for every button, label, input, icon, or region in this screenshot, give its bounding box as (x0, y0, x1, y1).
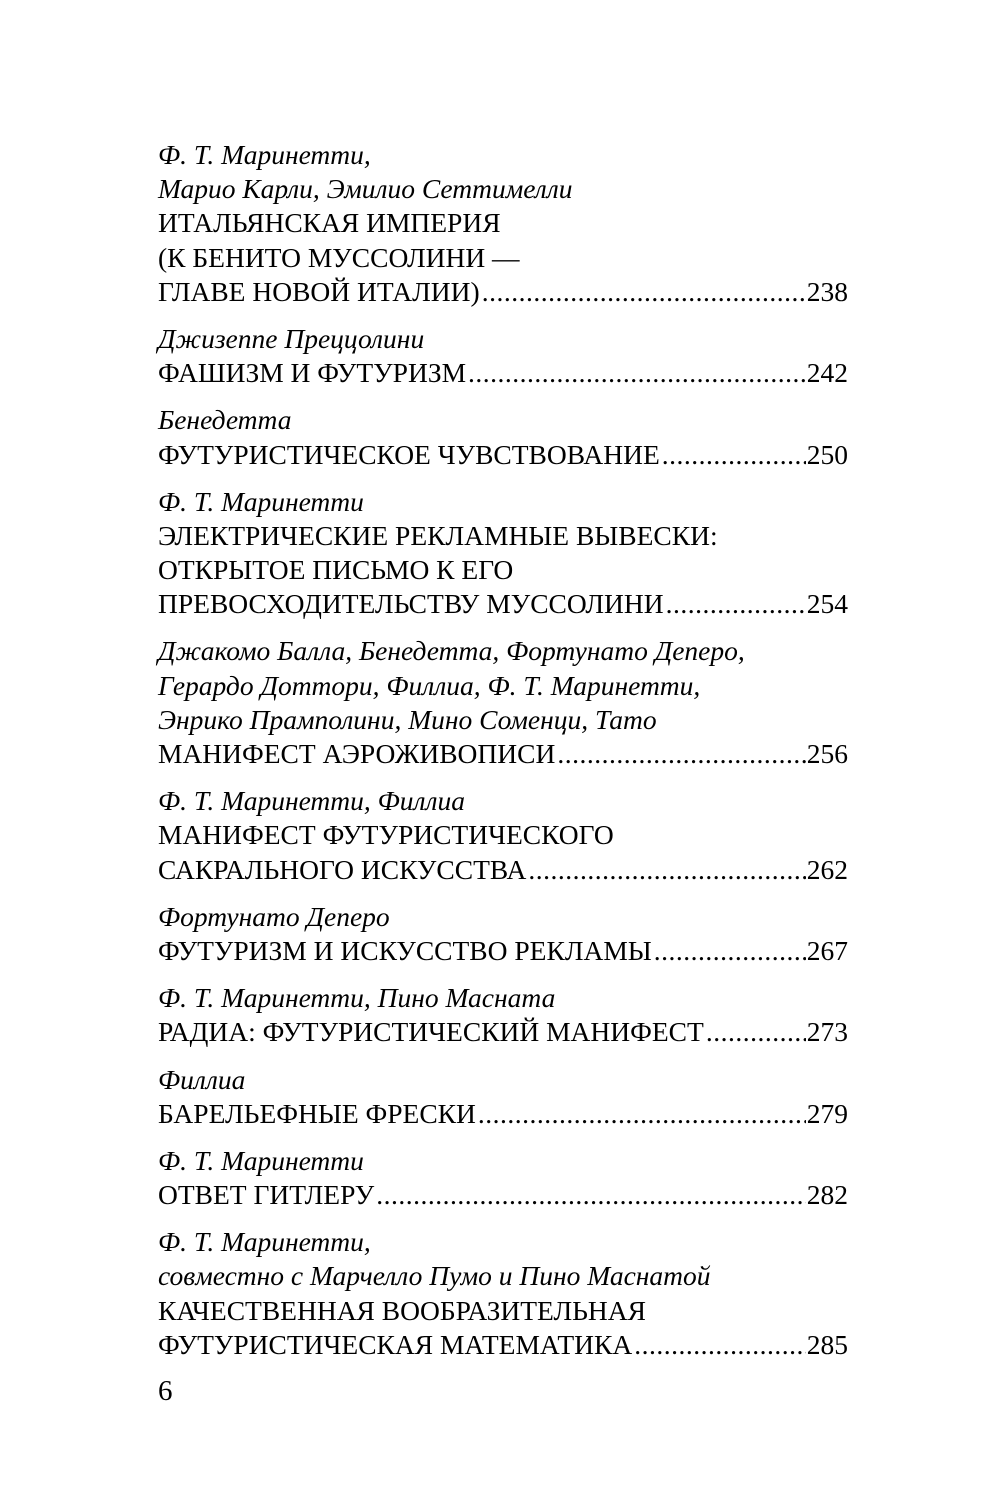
toc-entry-title: ИТАЛЬЯНСКАЯ ИМПЕРИЯ (158, 207, 501, 239)
toc-entry (158, 1063, 848, 1131)
toc-entry (158, 900, 848, 968)
toc-entry-title: МАНИФЕСТ АЭРОЖИВОПИСИ (158, 738, 556, 769)
toc-entry-title: ОТВЕТ ГИТЛЕРУ (158, 1179, 375, 1211)
toc-entry-title: ОТКРЫТОЕ ПИСЬМО К ЕГО (158, 554, 514, 586)
toc-entry (158, 485, 848, 622)
toc-entry-title: ПРЕВОСХОДИТЕЛЬСТВУ МУССОЛИНИ (158, 588, 664, 620)
toc-entry-page: 262 (806, 853, 848, 885)
toc-entry-title: САКРАЛЬНОГО ИСКУССТВА (158, 853, 527, 885)
toc-entry-title-row (158, 1178, 848, 1212)
toc-entry-title-row (158, 737, 848, 771)
dot-leader (528, 853, 805, 887)
toc-entry-title: ФАШИЗМ И ФУТУРИЗМ (158, 357, 467, 389)
toc-entry-page: 254 (806, 588, 848, 620)
toc-entry-page: 279 (806, 1097, 848, 1129)
toc-entry-author: Джакомо Балла, Бенедетта, Фортунато Деперо, (158, 635, 745, 667)
toc-entry-author: совместно с Марчелло Пумо и Пино Маснатой (158, 1260, 711, 1292)
toc-entry-author: Филлиа (158, 1063, 246, 1095)
toc-entry-author: Марио Карли, Эмилио Сеттимелли (158, 173, 573, 205)
toc-entry-author: Бенедетта (158, 404, 292, 436)
toc-entry-title-row (158, 438, 848, 472)
dot-leader (478, 1097, 806, 1131)
toc-entry-title: РАДИА: ФУТУРИСТИЧЕСКИЙ МАНИФЕСТ (158, 1016, 704, 1048)
toc-entry-author: Энрико Прамполини, Мино Соменци, Тато (158, 703, 657, 735)
page-number: 6 (158, 1375, 173, 1407)
toc-entry-title-row (158, 934, 848, 968)
toc-entry-page: 285 (806, 1328, 848, 1360)
toc-entry-page: 267 (806, 934, 848, 966)
toc-entry-page: 242 (806, 357, 848, 389)
dot-leader (706, 1015, 806, 1049)
table-of-contents (158, 138, 848, 1375)
dot-leader (666, 587, 806, 621)
dot-leader (662, 438, 806, 472)
toc-entry-author: Фортунато Деперо (158, 900, 390, 932)
dot-leader (482, 275, 806, 309)
toc-entry-author: Ф. Т. Маринетти (158, 485, 364, 517)
toc-entry-title: БАРЕЛЬЕФНЫЕ ФРЕСКИ (158, 1097, 476, 1129)
toc-entry-author: Герардо Доттори, Филлиа, Ф. Т. Маринетти, (158, 669, 701, 701)
toc-entry-author: Ф. Т. Маринетти (158, 1144, 364, 1176)
toc-entry-title: ФУТУРИЗМ И ИСКУССТВО РЕКЛАМЫ (158, 934, 652, 966)
toc-entry-author: Ф. Т. Маринетти, Пино Масната (158, 982, 556, 1014)
toc-entry-title-row (158, 587, 848, 621)
toc-entry (158, 138, 848, 309)
toc-entry-title: КАЧЕСТВЕННАЯ ВООБРАЗИТЕЛЬНАЯ (158, 1294, 646, 1326)
toc-entry-title: ФУТУРИСТИЧЕСКОЕ ЧУВСТВОВАНИЕ (158, 438, 660, 470)
toc-entry-title-row (158, 356, 848, 390)
toc-entry-title: МАНИФЕСТ ФУТУРИСТИЧЕСКОГО (158, 819, 614, 851)
toc-entry-page: 256 (806, 738, 848, 769)
dot-leader (468, 356, 806, 390)
toc-entry-author: Ф. Т. Маринетти, (158, 139, 371, 170)
toc-entry (158, 322, 848, 390)
toc-entry-page: 282 (806, 1179, 848, 1211)
toc-entry-title: (К БЕНИТО МУССОЛИНИ — (158, 241, 520, 273)
toc-entry-author: Ф. Т. Маринетти, Филлиа (158, 785, 465, 817)
dot-leader (634, 1328, 806, 1362)
toc-entry (158, 1144, 848, 1212)
dot-leader (654, 934, 806, 968)
toc-entry-title-row (158, 1328, 848, 1362)
toc-entry (158, 1225, 848, 1362)
toc-entry-title-row (158, 1097, 848, 1131)
toc-entry-title-row (158, 1015, 848, 1049)
toc-entry-title: ЭЛЕКТРИЧЕСКИЕ РЕКЛАМНЫЕ ВЫВЕСКИ: (158, 519, 718, 551)
toc-entry (158, 784, 848, 887)
toc-entry-title: ГЛАВЕ НОВОЙ ИТАЛИИ) (158, 275, 480, 307)
toc-entry (158, 403, 848, 471)
toc-entry (158, 981, 848, 1049)
dot-leader (557, 737, 805, 771)
toc-entry-page: 250 (806, 438, 848, 470)
dot-leader (376, 1178, 806, 1212)
toc-entry-page: 238 (806, 275, 848, 307)
toc-entry-title-row (158, 275, 848, 309)
toc-entry-title-row (158, 853, 848, 887)
toc-entry-author: Джизеппе Преццолини (158, 322, 425, 354)
toc-entry-title: ФУТУРИСТИЧЕСКАЯ МАТЕМАТИКА (158, 1328, 633, 1360)
toc-entry-author: Ф. Т. Маринетти, (158, 1226, 371, 1258)
toc-entry-page: 273 (806, 1016, 848, 1048)
toc-entry (158, 634, 848, 771)
